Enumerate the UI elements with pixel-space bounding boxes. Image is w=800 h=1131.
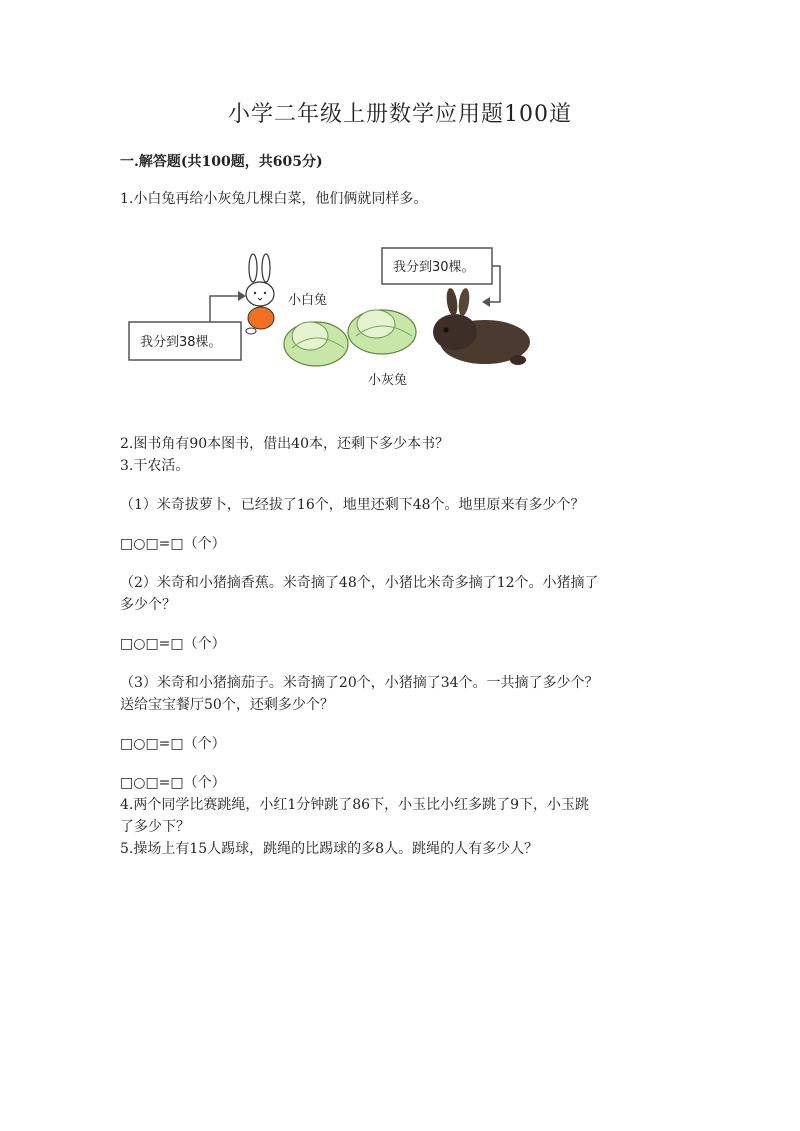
label-gray-rabbit: 小灰兔: [368, 373, 408, 388]
question-3-part-2: （2）米奇和小猪摘香蕉。米奇摘了48个，小猪比米奇多摘了12个。小猪摘了: [120, 575, 599, 591]
question-5: 5.操场上有15人踢球，跳绳的比踢球的多8人。跳绳的人有多少人？: [120, 841, 539, 857]
question-3-part-2-continued: 多少个？: [120, 597, 176, 613]
answer-template: □○□=□（个）: [120, 536, 226, 552]
callout-left-text: 我分到38棵。: [140, 335, 222, 350]
answer-template: □○□=□（个）: [120, 736, 226, 752]
question-1: 1.小白兔再给小灰兔几棵白菜，他们俩就同样多。: [120, 191, 428, 207]
question-3-part-1: （1）米奇拔萝卜，已经拔了16个，地里还剩下48个。地里原来有多少个？: [120, 497, 585, 513]
cabbage-icon: [348, 310, 416, 354]
question-1-illustration: [120, 236, 540, 406]
section-heading: 一.解答题(共100题，共605分): [120, 154, 323, 170]
callout-right-text: 我分到30棵。: [393, 260, 475, 275]
answer-template: □○□=□（个）: [120, 775, 226, 791]
gray-rabbit-icon: [433, 287, 530, 365]
label-white-rabbit: 小白兔: [288, 293, 328, 308]
question-2: 2.图书角有90本图书，借出40本，还剩下多少本书？: [120, 436, 449, 452]
question-3-part-3-continued: 送给宝宝餐厅50个，还剩多少个？: [120, 697, 334, 713]
answer-template: □○□=□（个）: [120, 636, 226, 652]
question-3: 3.干农活。: [120, 458, 190, 474]
question-3-part-3: （3）米奇和小猪摘茄子。米奇摘了20个，小猪摘了34个。一共摘了多少个？: [120, 675, 599, 691]
question-4: 4.两个同学比赛跳绳，小红1分钟跳了86下，小玉比小红多跳了9下，小玉跳: [120, 797, 589, 813]
page-title: 小学二年级上册数学应用题100道: [228, 102, 572, 127]
callout-white-rabbit: [129, 291, 246, 360]
question-4-continued: 了多少下？: [120, 819, 190, 835]
callout-gray-rabbit: [382, 248, 500, 307]
white-rabbit-icon: [246, 254, 274, 334]
cabbage-icon: [284, 322, 348, 366]
